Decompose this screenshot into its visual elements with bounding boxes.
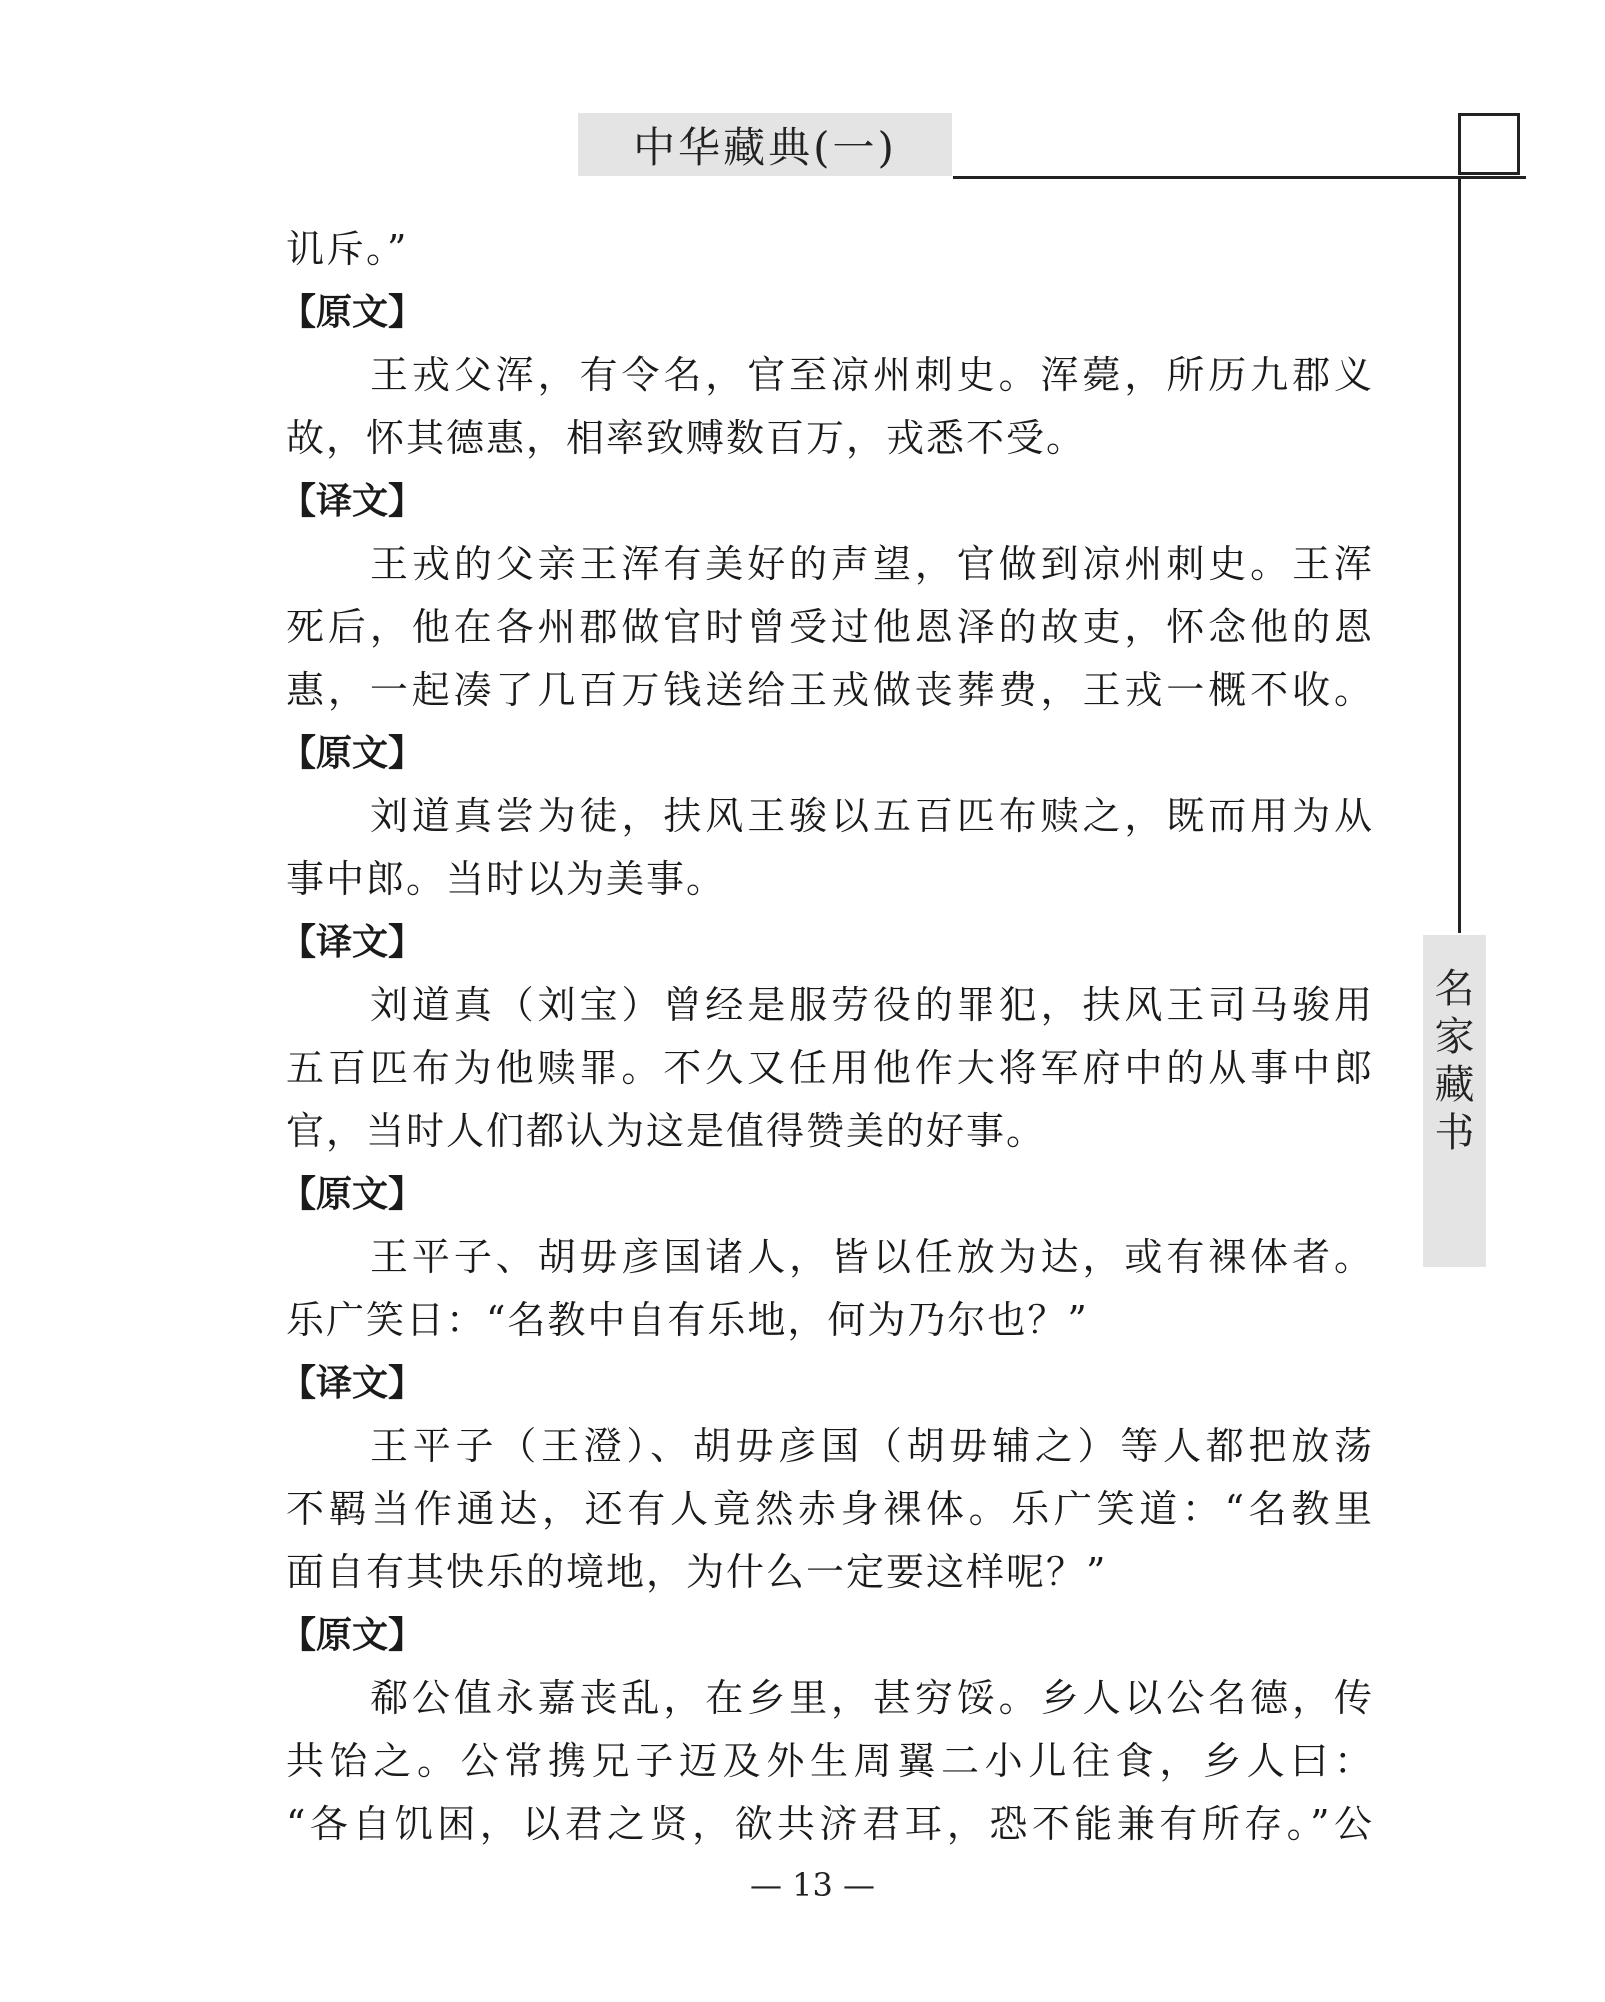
section-label-original: 【原文】	[280, 733, 425, 774]
page-number: — 13 —	[749, 1866, 876, 1904]
vertical-rule	[1458, 176, 1461, 933]
text-line: 刘道真（刘宝）曾经是服劳役的罪犯，扶风王司马骏用	[370, 983, 1374, 1027]
section-label-translation: 【译文】	[280, 481, 425, 522]
text-line: 事中郎。当时以为美事。	[286, 857, 727, 901]
text-line: 不羁当作通达，还有人竟然赤身裸体。乐广笑道：“名教里	[286, 1487, 1374, 1531]
text-line: 郗公值永嘉丧乱，在乡里，甚穷馁。乡人以公名德，传	[370, 1676, 1374, 1720]
text-line: 惠，一起凑了几百万钱送给王戎做丧葬费，王戎一概不收。	[286, 668, 1374, 712]
text-line: 五百匹布为他赎罪。不久又任用他作大将军府中的从事中郎	[286, 1046, 1374, 1090]
section-label-translation: 【译文】	[280, 922, 425, 963]
text-line: 王平子、胡毋彦国诸人，皆以任放为达，或有裸体者。	[370, 1235, 1374, 1279]
side-tab-char: 藏	[1434, 1062, 1475, 1108]
text-line: 王戎的父亲王浑有美好的声望，官做到凉州刺史。王浑	[370, 542, 1374, 586]
text-line: 王平子（王澄）、胡毋彦国（胡毋辅之）等人都把放荡	[370, 1424, 1374, 1468]
section-label-original: 【原文】	[280, 1174, 425, 1215]
text-line: 死后，他在各州郡做官时曾受过他恩泽的故吏，怀念他的恩	[286, 605, 1374, 649]
section-label-original: 【原文】	[280, 1615, 425, 1656]
side-tab-char: 名	[1434, 966, 1475, 1012]
text-line: 故，怀其德惠，相率致赙数百万，戎悉不受。	[286, 416, 1087, 460]
text-line: 讥斥。”	[286, 227, 409, 271]
section-label-translation: 【译文】	[280, 1363, 425, 1404]
running-header-title: 中华藏典(一)	[578, 113, 952, 176]
text-line: 乐广笑日：“名教中自有乐地，何为乃尔也？”	[286, 1298, 1089, 1342]
side-tab	[1423, 935, 1486, 1267]
text-line: 共饴之。公常携兄子迈及外生周翼二小儿往食，乡人曰：	[286, 1739, 1374, 1783]
page-body	[280, 218, 1374, 1856]
side-tab-char: 书	[1434, 1110, 1475, 1156]
text-line: 刘道真尝为徒，扶风王骏以五百匹布赎之，既而用为从	[370, 794, 1374, 838]
corner-square-ornament	[1458, 113, 1520, 175]
side-tab-char: 家	[1434, 1014, 1475, 1060]
text-line: “各自饥困，以君之贤，欲共济君耳，恐不能兼有所存。”公	[286, 1802, 1374, 1846]
section-label-original: 【原文】	[280, 292, 425, 333]
header-rule	[953, 176, 1526, 179]
text-line: 面自有其快乐的境地，为什么一定要这样呢？”	[286, 1550, 1108, 1594]
text-line: 官，当时人们都认为这是值得赞美的好事。	[286, 1109, 1047, 1153]
text-line: 王戎父浑，有令名，官至凉州刺史。浑薨，所历九郡义	[370, 353, 1374, 397]
